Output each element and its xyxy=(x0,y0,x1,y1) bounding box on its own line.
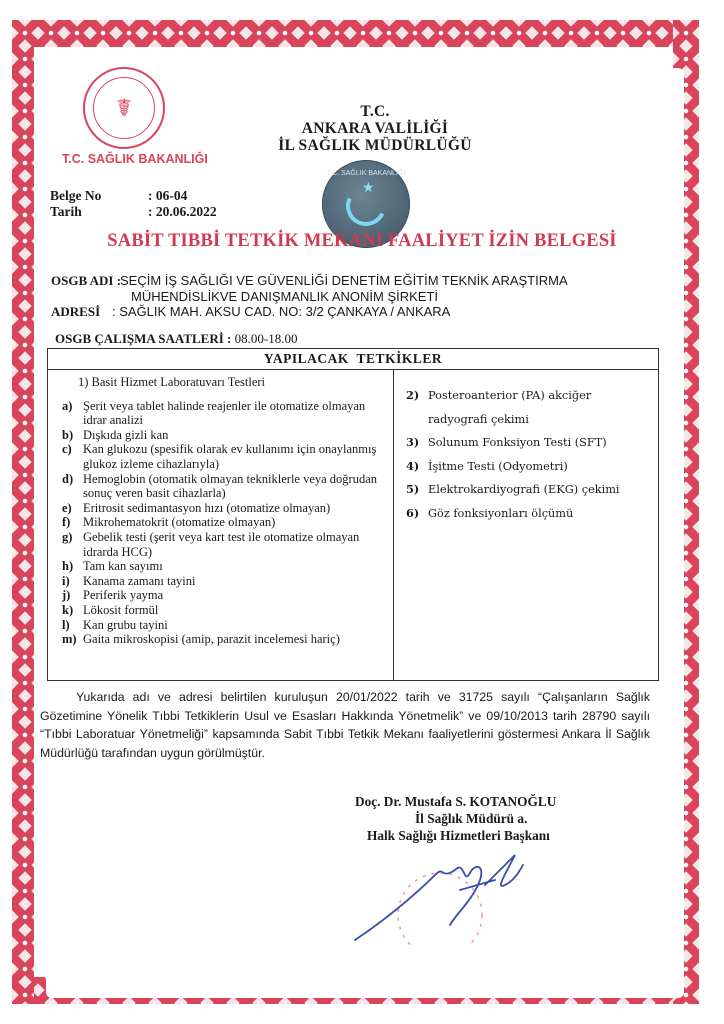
list-item: f) Mikrohematokrit (otomatize olmayan) xyxy=(62,515,276,530)
list-item: e) Eritrosit sedimantasyon hızı (otomatize olmayan) xyxy=(62,500,331,515)
list-item: m) Gaita mikroskopisi (amip, parazit incelemesi hariç) xyxy=(62,632,340,647)
working-hours xyxy=(55,331,297,347)
document-title: SABİT TIBBİ TETKİK MEKANI FAALİYET İZİN BELGESİ xyxy=(107,231,617,251)
list-item: h) Tam kan sayımı xyxy=(62,559,163,574)
tests-table xyxy=(47,348,659,681)
column-divider xyxy=(393,369,394,681)
list-item: g) Gebelik testi (şerit veya kart test ile otomatize olmayan idrarda HCG) xyxy=(62,529,360,559)
list-item: b) Dışkıda gizli kan xyxy=(62,427,169,442)
star-icon: ★ xyxy=(362,181,375,196)
header-line-valilik: ANKARA VALİLİĞİ xyxy=(301,120,449,137)
list-item: d) Hemoglobin (otomatik olmayan tekniklerle veya doğrudan sonuç veren basit cihazlarla) xyxy=(62,471,378,501)
list-item: 2) Posteroanterior (PA) akciğer radyografi çekimi xyxy=(406,388,592,426)
belge-no-value: : 06-04 xyxy=(148,188,188,203)
caduceus-icon: ☤ xyxy=(93,77,155,139)
signatory-title-1: İl Sağlık Müdürü a. xyxy=(415,811,528,826)
list-item: 5) Elektrokardiyografi (EKG) çekimi xyxy=(406,482,620,496)
list-item: c) Kan glukozu (spesifik olarak ev kullanımı için onaylanmış glukoz izleme cihazlarıyla) xyxy=(62,442,377,471)
header-line-tc: T.C. xyxy=(360,103,390,120)
lab-tests-group-title: 1) Basit Hizmet Laboratuvarı Testleri xyxy=(78,375,266,389)
lab-tests-column xyxy=(62,375,382,647)
tarih-label: Tarih xyxy=(50,204,82,219)
border-left xyxy=(12,20,34,1004)
list-item: i) Kanama zamanı tayini xyxy=(62,573,196,588)
list-item: 3) Solunum Fonksiyon Testi (SFT) xyxy=(406,435,607,449)
list-item: k) Lökosit formül xyxy=(62,602,159,617)
tarih-value: : 20.06.2022 xyxy=(148,204,217,219)
approval-paragraph: Yukarıda adı ve adresi belirtilen kuruluşun 20/01/2022 tarih ve 31725 sayılı “Çalışanların Sağlık Gözetimine Yönelik Tıbbi Tetkiklerin Usul ve Esasları Hakkında Yönetmelik” ve 09/10/2013 tarih 28790 sayılı “Tıbbi Laboratuar Yönetmeliği” kapsamında Sabit Tıbbi Tetkik Mekanı faaliyetlerini göstermesi Ankara İl Sağlık Müdürlüğü tarafından uygun görülmüştür. xyxy=(40,690,650,760)
ministry-name: T.C. SAĞLIK BAKANLIĞI xyxy=(62,152,208,166)
working-hours-value: 08.00-18.00 xyxy=(234,331,298,346)
header-line-mudurluk: İL SAĞLIK MÜDÜRLÜĞÜ xyxy=(278,137,472,154)
signature-icon xyxy=(345,845,545,945)
signatory-name: Doç. Dr. Mustafa S. KOTANOĞLU xyxy=(355,794,557,809)
tests-table-header: YAPILACAK TETKİKLER xyxy=(48,349,658,370)
list-item: a) Şerit veya tablet halinde reajenler ile otomatize olmayan idrar analizi xyxy=(62,398,366,428)
list-item: l) Kan grubu tayini xyxy=(62,617,168,632)
border-top xyxy=(12,20,699,47)
osgb-name-label: OSGB ADI : xyxy=(51,273,122,288)
ministry-emblem-icon xyxy=(83,67,165,149)
list-item: j) Periferik yayma xyxy=(62,588,164,603)
osgb-name-line1: SEÇİM İŞ SAĞLIĞI VE GÜVENLİĞİ DENETİM EĞİTİM TEKNİK ARAŞTIRMA xyxy=(120,273,568,288)
seal-text: T.C. SAĞLIK BAKANLIĞI xyxy=(326,170,406,177)
belge-no-label: Belge No xyxy=(50,188,102,203)
signatory-title-2: Halk Sağlığı Hizmetleri Başkanı xyxy=(367,828,550,843)
osgb-name-line2: MÜHENDİSLİKVE DANIŞMANLIK ANONİM ŞİRKETİ xyxy=(131,289,439,304)
address-label: ADRESİ xyxy=(51,304,101,319)
list-item: 4) İşitme Testi (Odyometri) xyxy=(406,458,568,473)
address-value: : SAĞLIK MAH. AKSU CAD. NO: 3/2 ÇANKAYA / ANKARA xyxy=(112,304,451,319)
list-item: 6) Göz fonksiyonları ölçümü xyxy=(406,505,574,520)
other-tests-column xyxy=(406,384,646,525)
working-hours-label: OSGB ÇALIŞMA SAATLERİ : xyxy=(55,331,232,346)
